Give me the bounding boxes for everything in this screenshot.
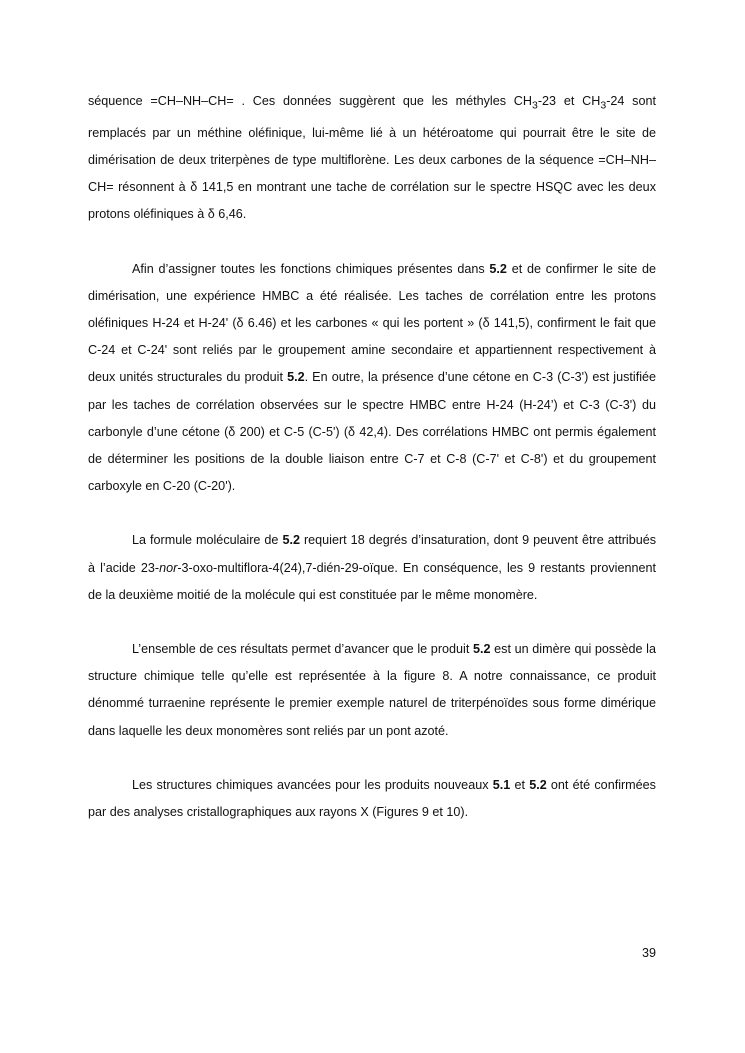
text-segment: Afin d’assigner toutes les fonctions chimiques présentes dans [132, 261, 490, 276]
paragraph-spacer [88, 745, 656, 772]
text-segment: ont été confirmées par des analyses cristallographiques aux rayons X (Figures 9 et 10). [88, 777, 656, 819]
page-number: 39 [641, 946, 656, 960]
compound-number: 5.1 [492, 777, 511, 792]
paragraph-spacer [88, 229, 656, 256]
paragraph-spacer [88, 500, 656, 527]
compound-number: 5.2 [529, 777, 547, 792]
text-segment: -3-oxo-multiflora-4(24),7-dién-29-oïque. En conséquence, les 9 restants proviennent de la deuxième moitié de la molécule qui est constituée par le même monomère. [88, 560, 656, 602]
text-segment: Les structures chimiques avancées pour les produits nouveaux [132, 777, 493, 792]
document-body [88, 88, 656, 826]
text-segment: L’ensemble de ces résultats permet d’avancer que le produit [132, 641, 473, 656]
subscript: 3 [532, 99, 538, 112]
compound-number: 5.2 [282, 533, 300, 548]
text-segment: . En outre, la présence d’une cétone en C-3 (C-3') est justifiée par les taches de corrélation observées sur le spectre HMBC entre H-24 (H-24’) et C-3 (C-3') du carbonyle d’une cétone (δ 200) et C-5 (C-5') (δ 42,4). Des corrélations HMBC ont permis également de déterminer les positions de la double liaison entre C-7 et C-8 (C-7' et C-8') et du groupement carboxyle en C-20 (C-20'). [88, 370, 656, 494]
paragraph-3 [88, 527, 656, 609]
text-segment: La formule moléculaire de [132, 533, 283, 548]
subscript: 3 [600, 99, 607, 112]
text-segment: -24 sont remplacés par un méthine oléfinique, lui-même lié à un hétéroatome qui pourrait être le site de dimérisation de deux triterpènes de type multiflorène. Les deux carbones de la séquence =CH–NH–CH= résonnent à δ 141,5 en montrant une tache de corrélation sur le spectre HSQC avec les deux protons oléfiniques à δ 6,46. [88, 94, 656, 222]
paragraph-4 [88, 636, 656, 745]
text-segment: est un dimère qui possède la structure chimique telle qu’elle est représentée à la figure 8. A notre connaissance, ce produit dénommé turraenine représente le premier exemple naturel de triterpénoïdes sous forme dimérique dans laquelle les deux monomères sont reliés par un pont azoté. [88, 641, 656, 738]
paragraph-1 [88, 88, 656, 229]
text-segment: séquence =CH–NH–CH= . Ces données suggèrent que les méthyles CH [88, 94, 532, 108]
paragraph-2 [88, 256, 656, 501]
compound-number: 5.2 [472, 641, 491, 656]
text-segment: requiert 18 degrés d’insaturation, dont 9 peuvent être attribués à l’acide 23- [88, 533, 657, 575]
text-segment: et [510, 777, 530, 792]
text-segment: et de confirmer le site de dimérisation, une expérience HMBC a été réalisée. Les taches de corrélation entre les protons oléfiniques H-24 et H-24' (δ 6.46) et les carbones « qui les portent » (δ 141,5), confirment le fait que C-24 et C-24' sont reliés par le groupement amine secondaire et appartiennent respectivement à deux unités structurales du produit [88, 261, 656, 385]
paragraph-spacer [88, 609, 656, 636]
paragraph-5 [88, 772, 656, 826]
compound-number: 5.2 [287, 370, 305, 385]
italic-text: nor [159, 560, 178, 575]
text-segment: -23 et CH [537, 94, 601, 108]
compound-number: 5.2 [489, 261, 507, 276]
